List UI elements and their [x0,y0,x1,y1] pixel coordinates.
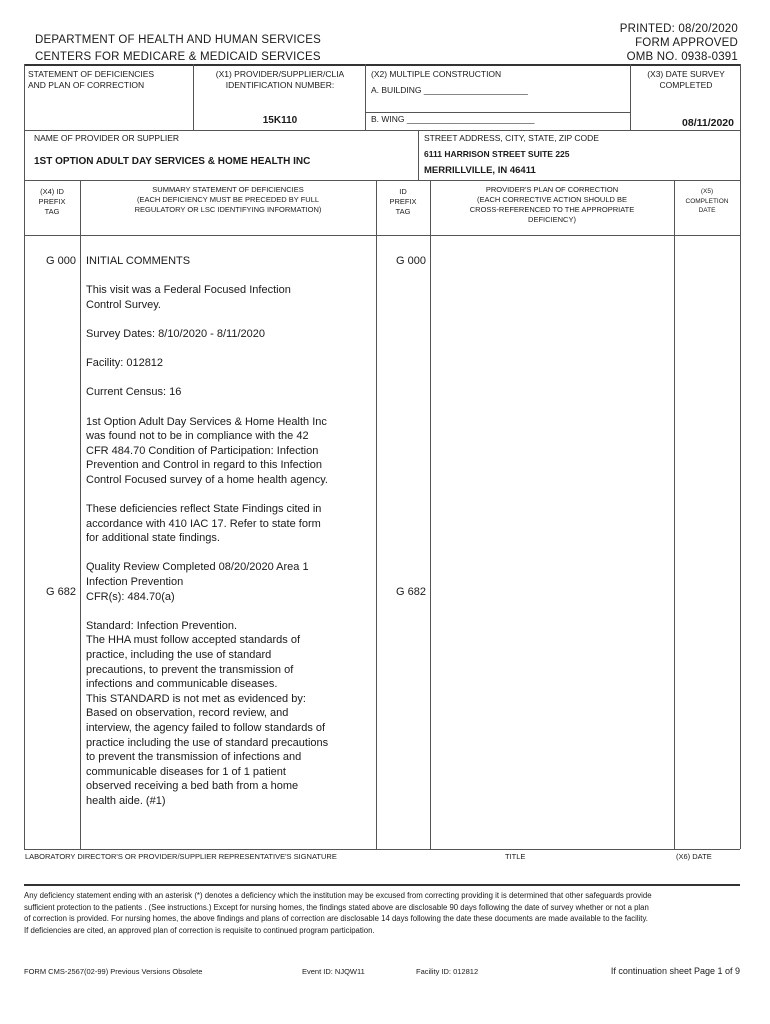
initial-comments-heading: INITIAL COMMENTS [86,255,191,267]
paragraph-census: Current Census: 16 [86,386,182,399]
paragraph-standard: Standard: Infection Prevention. The HHA must follow accepted standards of practice, including the use of standard precautions, to prevent the transmission of infections and communicable diseases. This STANDARD is not met as evidenced by: Based on observation, record review, and interview, the agency failed to follow standards of practice including the use of standard precautions to prevent the transmission of infections and communicable diseases for 1 of 1 patient observed receiving a bed bath from a home health aide. (#1) [86,619,329,807]
col-divider-4 [674,180,675,849]
tag-g682-right: G 682 [396,586,426,598]
form-number: FORM CMS-2567(02-99) Previous Versions Obsolete [24,967,203,976]
col-divider-1 [80,180,81,849]
title-label: TITLE [505,852,526,861]
statement-label: STATEMENT OF DEFICIENCIES AND PLAN OF CORRECTION [28,69,155,90]
provider-name-label: NAME OF PROVIDER OR SUPPLIER [34,133,179,143]
box-divider-2 [365,64,366,130]
x3-label: (X3) DATE SURVEY COMPLETED [647,69,725,90]
department-name: DEPARTMENT OF HEALTH AND HUMAN SERVICES [35,34,321,46]
box-rule-3 [24,235,740,236]
omb-number: OMB NO. 0938-0391 [626,51,738,63]
summary-text [86,254,374,823]
address-label: STREET ADDRESS, CITY, STATE, ZIP CODE [424,133,599,143]
x2-label: (X2) MULTIPLE CONSTRUCTION [371,69,502,79]
lab-director-signature-label: LABORATORY DIRECTOR'S OR PROVIDER/SUPPLIER REPRESENTATIVE'S SIGNATURE [25,852,337,861]
plan-header: PROVIDER'S PLAN OF CORRECTION (EACH CORRECTIVE ACTION SHOULD BE CROSS-REFERENCED TO THE APPROPRIATE DEFICIENCY) [469,185,635,224]
date-label: (X6) DATE [676,852,712,861]
top-rule [24,64,740,66]
x4-header: (X4) ID PREFIX TAG [38,187,66,216]
id-header: ID PREFIX TAG [389,187,417,216]
box-divider-3 [630,64,631,130]
address-line-1: 6111 HARRISON STREET SUITE 225 [424,149,570,159]
paragraph-survey-dates: Survey Dates: 8/10/2020 - 8/11/2020 [86,327,265,340]
left-border [24,64,25,849]
page-indicator: If continuation sheet Page 1 of 9 [610,966,740,976]
signature-rule [24,849,740,850]
x3-value: 08/11/2020 [682,117,734,129]
box-divider-4 [418,130,419,180]
right-border [740,64,741,849]
paragraph-compliance: 1st Option Adult Day Services & Home Health Inc was found not to be in compliance with the 42 CFR 484.70 Condition of Participation: Infection Prevention and Control in regard to this Infection Control Focused survey of a home health agency. [86,415,328,486]
footer-rule [24,884,740,886]
tag-g000-right: G 000 [396,255,426,267]
tag-g682: G 682 [46,586,76,598]
building-label: A. BUILDING ______________________ [371,85,528,95]
building-wing-rule [365,112,630,113]
disclaimer-text: Any deficiency statement ending with an asterisk (*) denotes a deficiency which the institution may be excused from correcting providing it is determined that other safeguards provide sufficient protection to the patients . (See instructions.) Except for nursing homes, the findings stated above are disclosable 90 days following the date of survey whether or not a plan of correction is provided. For nursing homes, the above findings and plans of correction are disclosable 14 days following the date these documents are made available to the facility. If deficiencies are cited, an approved plan of correction is requisite to continued program participation. [24,891,652,935]
col-divider-3 [430,180,431,849]
col-divider-2 [376,180,377,849]
printed-date: PRINTED: 08/20/2020 [619,23,738,35]
facility-id: Facility ID: 012812 [416,967,479,976]
box-rule-2 [24,180,740,181]
provider-name: 1ST OPTION ADULT DAY SERVICES & HOME HEALTH INC [34,156,311,167]
x5-header: (X5) COMPLETION DATE [685,188,729,214]
event-id: Event ID: NJQW11 [302,967,365,976]
paragraph-visit: This visit was a Federal Focused Infection Control Survey. [86,284,291,311]
tag-g000: G 000 [46,255,76,267]
summary-header: SUMMARY STATEMENT OF DEFICIENCIES (EACH DEFICIENCY MUST BE PRECEDED BY FULL REGULATORY OR LSC IDENTIFYING INFORMATION) [134,185,322,214]
x1-value: 15K110 [262,115,298,126]
paragraph-facility: Facility: 012812 [86,357,164,370]
paragraph-state-findings: These deficiencies reflect State Findings cited in accordance with 410 IAC 17. Refer to state form for additional state findings. [86,503,322,545]
box-divider-1 [193,64,194,130]
form-approved: FORM APPROVED [635,37,738,49]
wing-label: B. WING ___________________________ [371,114,535,124]
x1-label: (X1) PROVIDER/SUPPLIER/CLIA IDENTIFICATION NUMBER: [215,69,345,90]
box-rule-1 [24,130,740,131]
paragraph-quality-review: Quality Review Completed 08/20/2020 Area 1 Infection Prevention CFR(s): 484.70(a) [86,561,309,603]
agency-name: CENTERS FOR MEDICARE & MEDICAID SERVICES [35,51,321,63]
address-line-2: MERRILLVILLE, IN 46411 [424,165,536,176]
